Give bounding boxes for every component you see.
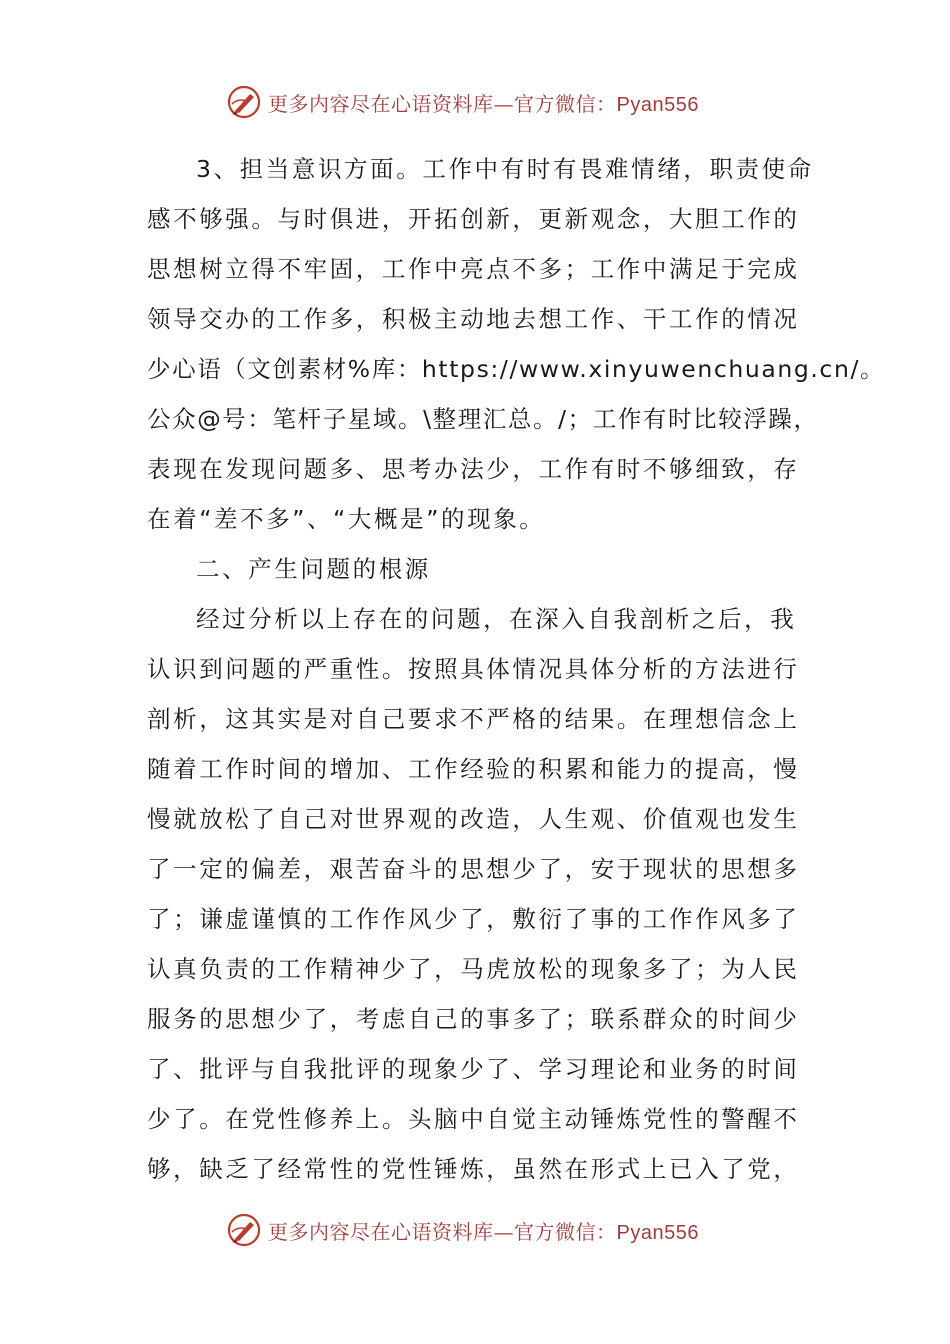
text-line: 3、担当意识方面。工作中有时有畏难情绪，职责使命 [196,155,814,183]
header-banner [226,82,699,122]
text-line: 在着“差不多”、“大概是”的现象。 [147,505,546,533]
wechat-id: Pyan556 [616,93,699,116]
text-line: 认真负责的工作精神少了，马虎放松的现象多了；为人民 [147,955,800,983]
text-line: 思想树立得不牢固，工作中亮点不多；工作中满足于完成 [147,255,800,283]
banner-text: 更多内容尽在心语资料库—官方微信：Pyan556 [268,1219,699,1244]
document-body [147,144,886,1194]
text-line: 经过分析以上存在的问题，在深入自我剖析之后，我 [196,605,797,633]
text-line: 了；谦虚谨慎的工作作风少了，敷衍了事的工作作风多了 [147,905,800,933]
text-line: 公众@号：笔杆子星域。\整理汇总。/；工作有时比较浮躁， [147,405,819,433]
text-line: 表现在发现问题多、思考办法少，工作有时不够细致，存 [147,455,800,483]
banner-text: 更多内容尽在心语资料库—官方微信：Pyan556 [268,91,699,116]
text-line: 少心语（文创素材%库：https://www.xinyuwenchuang.cn/。 [147,355,886,383]
text-line: 了一定的偏差，艰苦奋斗的思想少了，安于现状的思想多 [147,855,800,883]
text-line: 服务的思想少了，考虑自己的事多了；联系群众的时间少 [147,1005,800,1033]
wechat-id: Pyan556 [616,1221,699,1244]
text-line: 少了。在党性修养上。头脑中自觉主动锤炼党性的警醒不 [147,1105,800,1133]
text-line: 认识到问题的严重性。按照具体情况具体分析的方法进行 [147,655,800,683]
footer-banner [226,1210,699,1250]
text-line: 领导交办的工作多，积极主动地去想工作、干工作的情况 [147,305,800,333]
text-line: 随着工作时间的增加、工作经验的积累和能力的提高，慢 [147,755,800,783]
section-heading: 二、产生问题的根源 [196,555,431,583]
text-line: 够，缺乏了经常性的党性锤炼，虽然在形式上已入了党， [147,1155,800,1183]
text-line: 剖析，这其实是对自己要求不严格的结果。在理想信念上 [147,705,800,733]
pen-logo-icon [226,1212,262,1248]
text-line: 感不够强。与时俱进，开拓创新，更新观念，大胆工作的 [147,205,800,233]
text-line: 了、批评与自我批评的现象少了、学习理论和业务的时间 [147,1055,800,1083]
pen-logo-icon [226,84,262,120]
text-line: 慢就放松了自己对世界观的改造，人生观、价值观也发生 [147,805,800,833]
